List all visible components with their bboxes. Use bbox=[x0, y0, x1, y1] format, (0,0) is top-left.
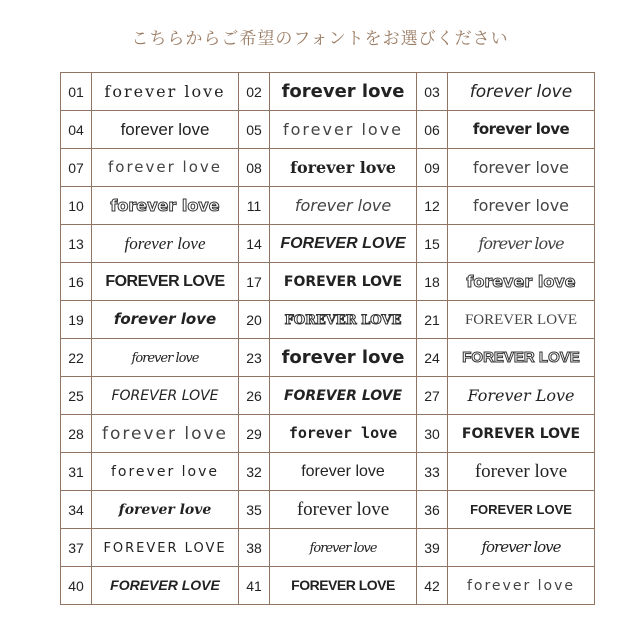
sample-number: 33 bbox=[417, 453, 448, 491]
font-sample-text: forever love bbox=[107, 158, 222, 176]
font-sample-cell[interactable] bbox=[448, 225, 595, 263]
font-sample-cell[interactable] bbox=[448, 529, 595, 567]
font-sample-cell[interactable] bbox=[92, 187, 239, 225]
sample-number: 35 bbox=[239, 491, 270, 529]
font-sample-text: FOREVER LOVE bbox=[462, 348, 580, 366]
sample-number: 34 bbox=[61, 491, 92, 529]
sample-number: 37 bbox=[61, 529, 92, 567]
table-row bbox=[61, 529, 595, 567]
sample-number: 15 bbox=[417, 225, 448, 263]
sample-number: 13 bbox=[61, 225, 92, 263]
font-sample-text: forever love bbox=[110, 463, 219, 480]
sample-number: 27 bbox=[417, 377, 448, 415]
sample-number: 36 bbox=[417, 491, 448, 529]
font-sample-cell[interactable] bbox=[448, 415, 595, 453]
font-sample-cell[interactable] bbox=[92, 73, 239, 111]
sample-number: 21 bbox=[417, 301, 448, 339]
font-sample-text: forever love bbox=[101, 423, 229, 444]
font-sample-cell[interactable] bbox=[92, 491, 239, 529]
sample-number: 31 bbox=[61, 453, 92, 491]
sample-number: 16 bbox=[61, 263, 92, 301]
font-sample-text: forever love bbox=[281, 81, 405, 102]
font-sample-cell[interactable] bbox=[448, 187, 595, 225]
table-row bbox=[61, 111, 595, 149]
font-sample-text: forever love bbox=[104, 81, 226, 101]
sample-number: 01 bbox=[61, 73, 92, 111]
font-sample-text: FOREVER LOVE bbox=[110, 576, 220, 593]
font-sample-text: forever love bbox=[120, 119, 210, 139]
font-sample-cell[interactable] bbox=[270, 149, 417, 187]
font-sample-text: forever love bbox=[296, 498, 390, 520]
font-sample-text: forever love bbox=[478, 233, 564, 253]
table-row bbox=[61, 377, 595, 415]
font-sample-text: forever love bbox=[124, 233, 206, 253]
table-row bbox=[61, 339, 595, 377]
font-sample-text: forever love bbox=[281, 347, 405, 368]
font-sample-cell[interactable] bbox=[448, 73, 595, 111]
font-sample-text: forever love bbox=[472, 195, 569, 215]
font-sample-cell[interactable] bbox=[270, 73, 417, 111]
font-sample-text: FOREVER LOVE bbox=[103, 540, 227, 556]
sample-number: 29 bbox=[239, 415, 270, 453]
font-sample-text: Forever Love bbox=[467, 385, 575, 405]
font-sample-text: FOREVER LOVE bbox=[284, 312, 402, 328]
font-sample-text: FOREVER LOVE bbox=[111, 387, 219, 404]
font-sample-text: forever love bbox=[474, 460, 568, 482]
sample-number: 12 bbox=[417, 187, 448, 225]
font-sample-cell[interactable] bbox=[270, 263, 417, 301]
font-sample-text: forever love bbox=[110, 195, 220, 215]
font-sample-cell[interactable] bbox=[92, 301, 239, 339]
font-sample-cell[interactable] bbox=[270, 339, 417, 377]
font-sample-cell[interactable] bbox=[92, 149, 239, 187]
font-sample-cell[interactable] bbox=[92, 225, 239, 263]
table-row bbox=[61, 225, 595, 263]
page-title: こちらからご希望のフォントをお選びください bbox=[131, 29, 509, 49]
sample-number: 06 bbox=[417, 111, 448, 149]
font-sample-text: FOREVER LOVE bbox=[291, 576, 395, 593]
sample-number: 11 bbox=[239, 187, 270, 225]
font-sample-text: FOREVER LOVE bbox=[280, 234, 406, 252]
sample-number: 20 bbox=[239, 301, 270, 339]
font-sample-cell[interactable] bbox=[92, 377, 239, 415]
font-sample-cell[interactable] bbox=[92, 263, 239, 301]
font-sample-cell[interactable] bbox=[448, 567, 595, 605]
font-sample-cell[interactable] bbox=[448, 263, 595, 301]
sample-number: 42 bbox=[417, 567, 448, 605]
sample-number: 40 bbox=[61, 567, 92, 605]
font-sample-text: FOREVER LOVE bbox=[283, 273, 403, 290]
font-sample-cell[interactable] bbox=[448, 377, 595, 415]
sample-number: 05 bbox=[239, 111, 270, 149]
table-row bbox=[61, 187, 595, 225]
font-sample-cell[interactable] bbox=[448, 453, 595, 491]
table-row bbox=[61, 149, 595, 187]
font-sample-text: FOREVER LOVE bbox=[461, 425, 581, 442]
font-sample-text: FOREVER LOVE bbox=[283, 387, 403, 404]
font-sample-cell[interactable] bbox=[92, 415, 239, 453]
table-row bbox=[61, 73, 595, 111]
font-sample-text: FOREVER LOVE bbox=[464, 311, 578, 328]
sample-number: 19 bbox=[61, 301, 92, 339]
sample-number: 10 bbox=[61, 187, 92, 225]
table-row bbox=[61, 453, 595, 491]
font-sample-cell[interactable] bbox=[270, 415, 417, 453]
table-row bbox=[61, 491, 595, 529]
sample-number: 09 bbox=[417, 149, 448, 187]
font-sample-text: forever love bbox=[466, 577, 575, 594]
font-sample-cell[interactable] bbox=[270, 453, 417, 491]
font-sample-cell[interactable] bbox=[270, 187, 417, 225]
font-sample-table bbox=[60, 72, 595, 605]
font-sample-cell[interactable] bbox=[448, 339, 595, 377]
font-sample-cell[interactable] bbox=[92, 453, 239, 491]
font-sample-cell[interactable] bbox=[448, 491, 595, 529]
table-row bbox=[61, 301, 595, 339]
font-sample-text: forever love bbox=[288, 424, 398, 442]
font-sample-text: forever love bbox=[472, 120, 570, 138]
sample-number: 03 bbox=[417, 73, 448, 111]
sample-number: 41 bbox=[239, 567, 270, 605]
font-sample-text: forever love bbox=[466, 271, 576, 291]
sample-number: 08 bbox=[239, 149, 270, 187]
sample-number: 22 bbox=[61, 339, 92, 377]
sample-number: 23 bbox=[239, 339, 270, 377]
sample-number: 14 bbox=[239, 225, 270, 263]
sample-number: 32 bbox=[239, 453, 270, 491]
sample-number: 25 bbox=[61, 377, 92, 415]
font-sample-cell[interactable] bbox=[270, 529, 417, 567]
font-sample-text: forever love bbox=[290, 157, 396, 177]
font-sample-cell[interactable] bbox=[270, 377, 417, 415]
font-sample-cell[interactable] bbox=[270, 111, 417, 149]
font-sample-text: forever love bbox=[294, 195, 392, 215]
font-sample-text: forever love bbox=[282, 119, 403, 139]
font-sample-cell[interactable] bbox=[448, 301, 595, 339]
font-sample-text: FOREVER LOVE bbox=[470, 501, 572, 517]
table-row bbox=[61, 567, 595, 605]
font-sample-text: forever love bbox=[131, 350, 199, 366]
font-sample-text: forever love bbox=[301, 462, 385, 480]
font-sample-cell[interactable] bbox=[92, 339, 239, 377]
font-sample-cell[interactable] bbox=[448, 149, 595, 187]
font-sample-cell[interactable] bbox=[270, 491, 417, 529]
font-sample-text: forever love bbox=[113, 310, 217, 328]
font-sample-cell[interactable] bbox=[270, 301, 417, 339]
font-sample-cell[interactable] bbox=[92, 529, 239, 567]
sample-number: 17 bbox=[239, 263, 270, 301]
font-sample-text: forever love bbox=[481, 538, 561, 556]
font-sample-cell[interactable] bbox=[448, 111, 595, 149]
font-sample-cell[interactable] bbox=[92, 567, 239, 605]
sample-number: 26 bbox=[239, 377, 270, 415]
sample-number: 18 bbox=[417, 263, 448, 301]
font-sample-text: forever love bbox=[472, 157, 569, 177]
table-row bbox=[61, 263, 595, 301]
sample-number: 24 bbox=[417, 339, 448, 377]
sample-number: 02 bbox=[239, 73, 270, 111]
font-sample-text: forever love bbox=[469, 81, 573, 102]
table-row bbox=[61, 415, 595, 453]
font-sample-text: forever love bbox=[118, 501, 212, 518]
sample-number: 39 bbox=[417, 529, 448, 567]
sample-number: 28 bbox=[61, 415, 92, 453]
font-sample-text: forever love bbox=[309, 540, 377, 556]
sample-number: 07 bbox=[61, 149, 92, 187]
font-sample-text: FOREVER LOVE bbox=[105, 272, 225, 290]
font-sample-cell[interactable] bbox=[270, 567, 417, 605]
sample-number: 04 bbox=[61, 111, 92, 149]
font-sample-cell[interactable] bbox=[270, 225, 417, 263]
font-sample-cell[interactable] bbox=[92, 111, 239, 149]
sample-number: 38 bbox=[239, 529, 270, 567]
sample-number: 30 bbox=[417, 415, 448, 453]
